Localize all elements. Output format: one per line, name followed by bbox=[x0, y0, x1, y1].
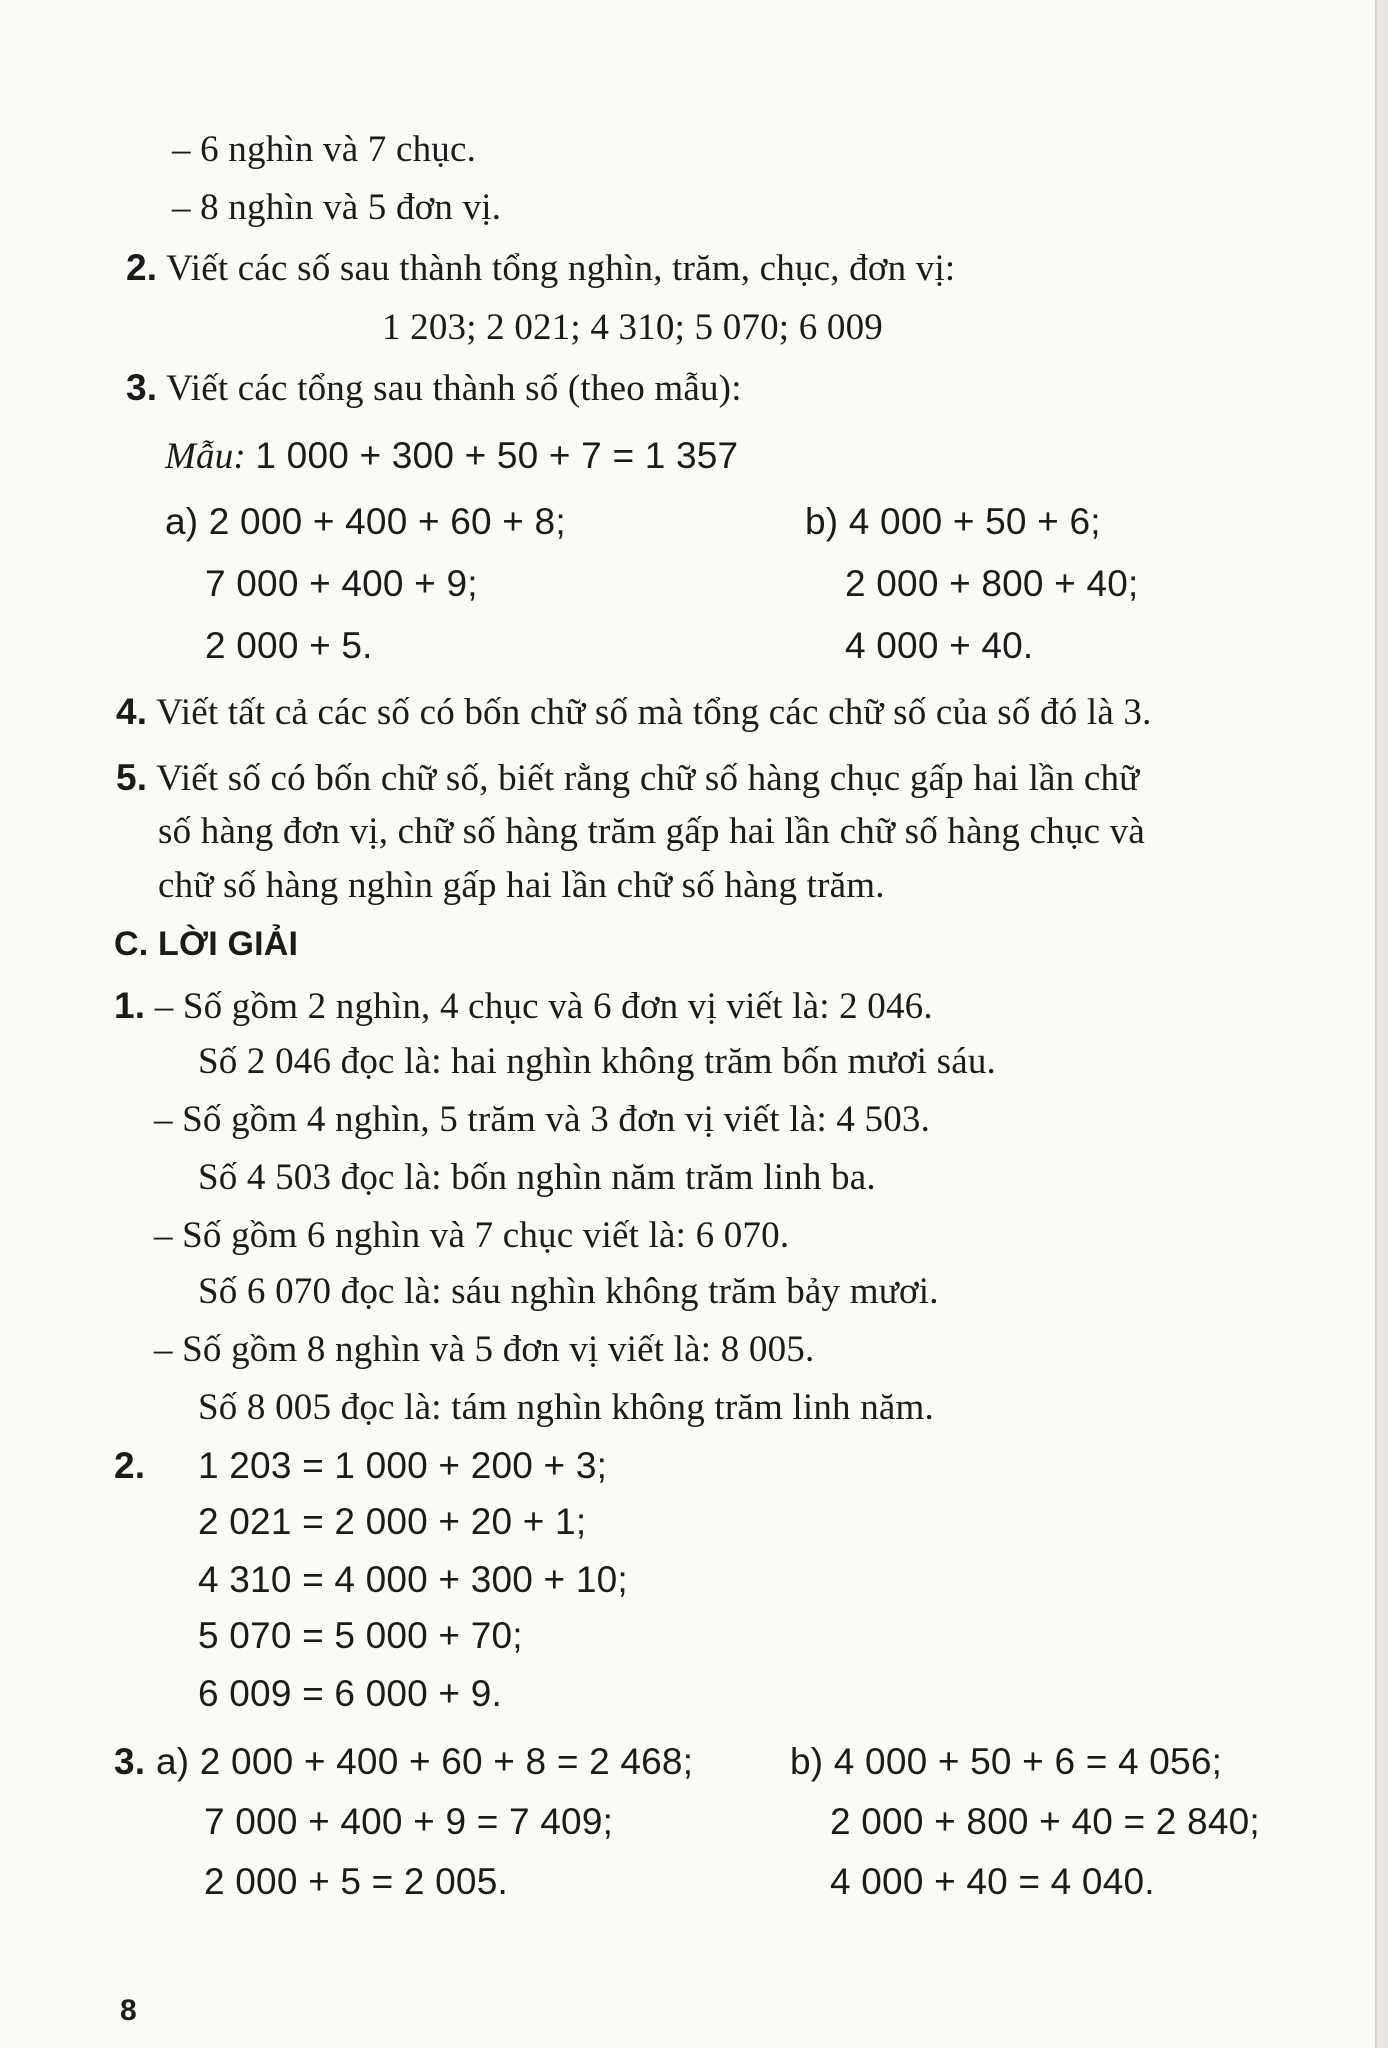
sol3-a-2: 7 000 + 400 + 9 = 7 409; bbox=[204, 1801, 614, 1842]
ex1-item-3: – 6 nghìn và 7 chục. bbox=[172, 129, 477, 170]
ex5-number: 5. bbox=[116, 757, 148, 798]
ex3-a-3: 2 000 + 5. bbox=[205, 625, 373, 666]
ex3-sample bbox=[165, 434, 738, 479]
sol1-line-5: – Số gồm 6 nghìn và 7 chục viết là: 6 070. bbox=[154, 1215, 790, 1256]
ex2-numbers: 1 203; 2 021; 4 310; 5 070; 6 009 bbox=[382, 307, 883, 348]
sol1-line-3: – Số gồm 4 nghìn, 5 trăm và 3 đơn vị viết là: 4 503. bbox=[154, 1099, 931, 1140]
ex3-sample-text: 1 000 + 300 + 50 + 7 = 1 357 bbox=[255, 435, 739, 476]
ex3-b-2: 2 000 + 800 + 40; bbox=[845, 563, 1139, 604]
sol3-a-1: a) 2 000 + 400 + 60 + 8 = 2 468; bbox=[156, 1741, 694, 1782]
ex3-number: 3. bbox=[126, 367, 158, 408]
ex2-number: 2. bbox=[126, 247, 158, 288]
ex1-item-4: – 8 nghìn và 5 đơn vị. bbox=[172, 187, 502, 228]
ex3-a-1: a) 2 000 + 400 + 60 + 8; bbox=[165, 501, 566, 542]
sol1-line-4: Số 4 503 đọc là: bốn nghìn năm trăm linh ba. bbox=[198, 1157, 876, 1198]
solutions-heading: C. LỜI GIẢI bbox=[114, 925, 299, 963]
sol3-b-2: 2 000 + 800 + 40 = 2 840; bbox=[830, 1801, 1260, 1842]
page-number: 8 bbox=[120, 1994, 137, 2027]
ex3-text: Viết các tổng sau thành số (theo mẫu): bbox=[166, 368, 742, 409]
ex3-b-1: b) 4 000 + 50 + 6; bbox=[805, 501, 1101, 542]
ex5-line-3: chữ số hàng nghìn gấp hai lần chữ số hàng trăm. bbox=[158, 865, 885, 906]
sol3-b-3: 4 000 + 40 = 4 040. bbox=[830, 1861, 1155, 1902]
sol1-line-8: Số 8 005 đọc là: tám nghìn không trăm linh năm. bbox=[198, 1387, 934, 1428]
sol1-line-1 bbox=[114, 984, 933, 1029]
sol1-line-2: Số 2 046 đọc là: hai nghìn không trăm bốn mươi sáu. bbox=[198, 1041, 996, 1082]
ex4-question bbox=[116, 690, 1152, 735]
ex4-number: 4. bbox=[116, 691, 148, 732]
ex5-line-1: Viết số có bốn chữ số, biết rằng chữ số hàng chục gấp hai lần chữ bbox=[156, 758, 1140, 799]
sol3-number: 3. bbox=[114, 1741, 146, 1782]
sol1-text-1: – Số gồm 2 nghìn, 4 chục và 6 đơn vị viết là: 2 046. bbox=[154, 986, 933, 1027]
ex5-question bbox=[116, 756, 1139, 801]
sol1-line-6: Số 6 070 đọc là: sáu nghìn không trăm bảy mươi. bbox=[198, 1271, 939, 1312]
ex5-line-2: số hàng đơn vị, chữ số hàng trăm gấp hai lần chữ số hàng chục và bbox=[158, 811, 1145, 852]
sol1-number: 1. bbox=[114, 985, 146, 1026]
sol1-line-7: – Số gồm 8 nghìn và 5 đơn vị viết là: 8 005. bbox=[154, 1329, 815, 1370]
ex2-text: Viết các số sau thành tổng nghìn, trăm, chục, đơn vị: bbox=[166, 248, 956, 289]
sol2-line-4: 5 070 = 5 000 + 70; bbox=[198, 1615, 523, 1656]
ex2-question bbox=[126, 246, 955, 291]
ex4-text: Viết tất cả các số có bốn chữ số mà tổng các chữ số của số đó là 3. bbox=[156, 692, 1152, 733]
ex3-b-3: 4 000 + 40. bbox=[845, 625, 1034, 666]
sol2-line-2: 2 021 = 2 000 + 20 + 1; bbox=[198, 1501, 587, 1542]
sol2-line-1: 1 203 = 1 000 + 200 + 3; bbox=[198, 1445, 608, 1486]
ex3-a-2: 7 000 + 400 + 9; bbox=[205, 563, 478, 604]
sol3-a-3: 2 000 + 5 = 2 005. bbox=[204, 1861, 508, 1902]
ex3-sample-label: Mẫu: bbox=[165, 436, 246, 477]
sol2-line-3: 4 310 = 4 000 + 300 + 10; bbox=[198, 1559, 628, 1600]
sol2-line-5: 6 009 = 6 000 + 9. bbox=[198, 1673, 502, 1714]
sol2-number: 2. bbox=[114, 1445, 146, 1486]
sol3-b-1: b) 4 000 + 50 + 6 = 4 056; bbox=[790, 1741, 1223, 1782]
ex3-question bbox=[126, 366, 742, 411]
